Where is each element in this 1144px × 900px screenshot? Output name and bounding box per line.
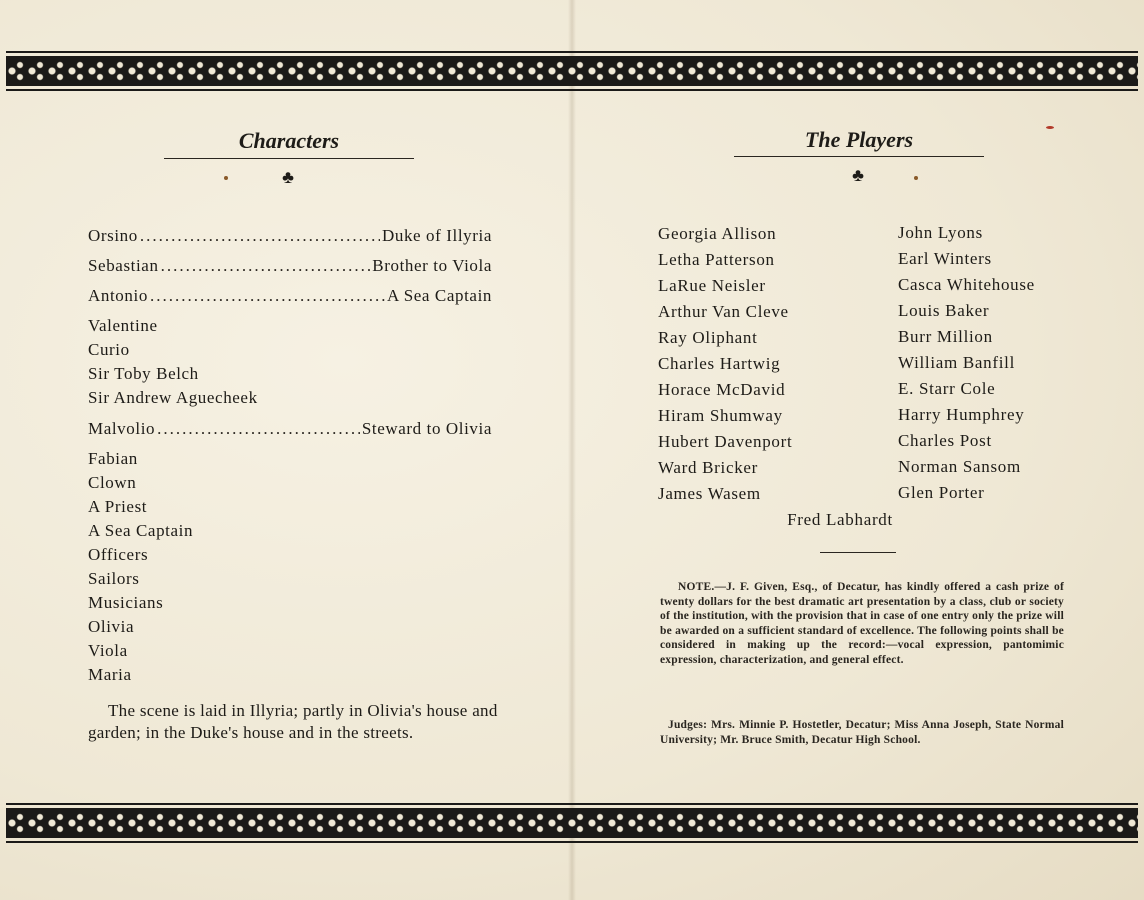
player-name-left: Ray Oliphant [658, 328, 758, 347]
player-name-right: Glen Porter [898, 483, 985, 502]
character-name: Sebastian [88, 256, 159, 275]
player-name-left: Hiram Shumway [658, 406, 783, 425]
center-fold [568, 0, 576, 900]
player-name-right: Harry Humphrey [898, 405, 1025, 424]
character-description: Duke of Illyria [381, 226, 492, 245]
character-entry: A Priest [88, 497, 148, 516]
judges-note: Judges: Mrs. Minnie P. Hostetler, Decatur; Miss Anna Joseph, State Normal University; Mr. Bruce Smith, Decatur High School. [660, 719, 1064, 746]
player-name-center: Fred Labhardt [787, 510, 893, 529]
scene-description: The scene is laid in Illyria; partly in Olivia's house and garden; in the Duke's house and in the streets. [88, 701, 498, 742]
player-name-right: William Banfill [898, 353, 1015, 372]
character-entry: Sir Andrew Aguecheek [88, 388, 258, 407]
top-decorative-border [6, 56, 1138, 86]
character-description: Steward to Olivia [361, 419, 492, 438]
bottom-decorative-border [6, 808, 1138, 838]
player-name-left: Hubert Davenport [658, 432, 793, 451]
character-name: Malvolio [88, 419, 156, 438]
player-name-left: Charles Hartwig [658, 354, 781, 373]
player-name-left: Horace McDavid [658, 380, 786, 399]
player-name-right: Earl Winters [898, 249, 992, 268]
character-entry: Curio [88, 340, 130, 359]
character-entry: Maria [88, 665, 132, 684]
dot-leader [161, 256, 371, 276]
character-description: Brother to Viola [372, 256, 492, 275]
character-entry: Olivia [88, 617, 135, 636]
character-entry: Clown [88, 473, 137, 492]
character-entry: Valentine [88, 316, 158, 335]
character-entry: Fabian [88, 449, 138, 468]
prize-note: NOTE.—J. F. Given, Esq., of Decatur, has kindly offered a cash prize of twenty dollars for the best dramatic art presentation by a class, club or society of the institution, with the provision that in case of one entry only the prize will be awarded on a sufficient standard of excellence. The following points shall be considered in making up the record:—vocal expression, pantomimic expression, characterization, and general effect. [660, 581, 1064, 666]
player-name-right: E. Starr Cole [898, 379, 996, 398]
character-entry [88, 226, 492, 246]
character-entry: Officers [88, 545, 149, 564]
character-entry: Sir Toby Belch [88, 364, 199, 383]
character-name: Orsino [88, 226, 138, 245]
dot-leader [157, 419, 360, 439]
player-name-left: LaRue Neisler [658, 276, 766, 295]
player-name-left: Letha Patterson [658, 250, 775, 269]
characters-heading: Characters [238, 128, 340, 153]
player-name-right: Charles Post [898, 431, 992, 450]
character-entry: Viola [88, 641, 128, 660]
characters-heading-rule [164, 158, 414, 159]
player-name-left: Ward Bricker [658, 458, 759, 477]
player-name-left: Arthur Van Cleve [658, 302, 789, 321]
character-name: Antonio [88, 286, 148, 305]
character-entry [88, 419, 492, 439]
players-heading-rule [734, 156, 984, 157]
player-name-right: Casca Whitehouse [898, 275, 1035, 294]
character-entry: Musicians [88, 593, 164, 612]
dot-leader [140, 226, 380, 246]
dot-leader [150, 286, 385, 306]
player-name-right: John Lyons [898, 223, 983, 242]
fleur-ornament-icon: ♣ [852, 165, 864, 185]
note-divider [820, 552, 896, 553]
player-name-right: Norman Sansom [898, 457, 1021, 476]
fleur-ornament-icon: ♣ [282, 167, 294, 187]
paper-stain [1046, 126, 1054, 129]
player-name-right: Louis Baker [898, 301, 990, 320]
character-entry [88, 256, 492, 276]
paper-stain [914, 176, 918, 180]
players-heading: The Players [804, 127, 914, 152]
player-name-right: Burr Million [898, 327, 993, 346]
character-entry: Sailors [88, 569, 140, 588]
character-entry [88, 286, 492, 306]
player-name-left: James Wasem [658, 484, 761, 503]
paper-stain [224, 176, 228, 180]
character-entry: A Sea Captain [88, 521, 194, 540]
player-name-left: Georgia Allison [658, 224, 777, 243]
character-description: A Sea Captain [386, 286, 492, 305]
